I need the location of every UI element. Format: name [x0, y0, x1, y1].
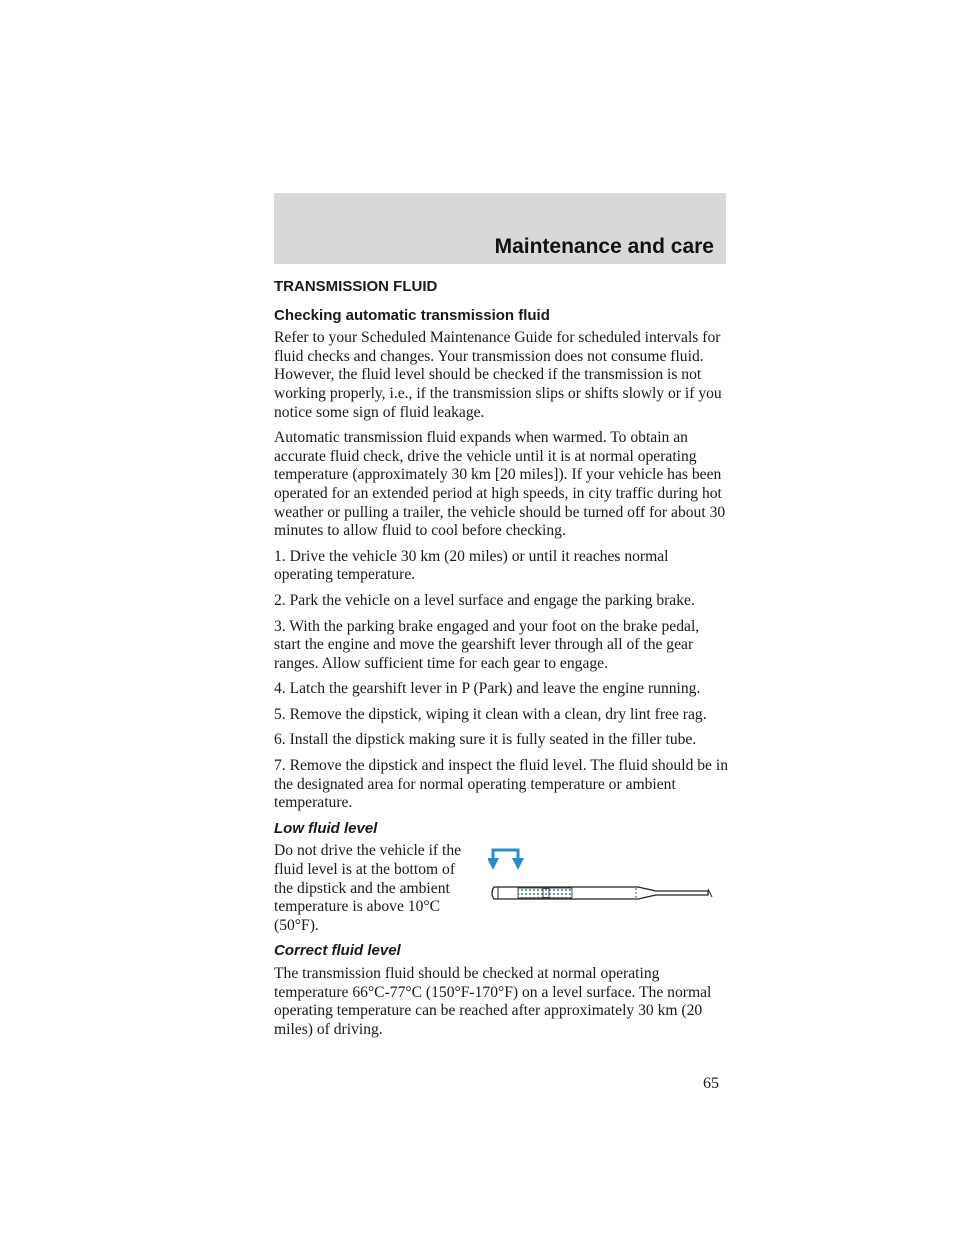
step-6: 6. Install the dipstick making sure it is fully seated in the filler tube.	[274, 731, 697, 749]
section-title: Maintenance and care	[494, 235, 714, 258]
low-level-text: Do not drive the vehicle if the fluid level is at the bottom of the dipstick and the ambient temperature is above 10°C (50°F).	[274, 842, 462, 934]
low-level-section	[274, 842, 728, 942]
dipstick-figure	[488, 844, 718, 916]
step-1: 1. Drive the vehicle 30 km (20 miles) or until it reaches normal operating temperature.	[274, 547, 669, 584]
section-header-band	[274, 193, 726, 264]
step-5: 5. Remove the dipstick, wiping it clean with a clean, dry lint free rag.	[274, 705, 707, 723]
intro-paragraph: Refer to your Scheduled Maintenance Guide for scheduled intervals for fluid checks and changes. Your transmission does not consume fluid. However, the fluid level should be checked if the transmission is not working properly, i.e., if the transmission slips or shifts slowly or if you notice some sign of fluid leakage.	[274, 329, 722, 421]
step-4: 4. Latch the gearshift lever in P (Park) and leave the engine running.	[274, 680, 701, 698]
step-2: 2. Park the vehicle on a level surface and engage the parking brake.	[274, 591, 695, 609]
step-3: 3. With the parking brake engaged and your foot on the brake pedal, start the engine and move the gearshift lever through all of the gear ranges. Allow sufficient time for each gear to engage.	[274, 617, 700, 672]
page-number: 65	[703, 1075, 719, 1092]
section-heading: TRANSMISSION FLUID	[274, 278, 438, 295]
step-7: 7. Remove the dipstick and inspect the fluid level. The fluid should be in the designated area for normal operating temperature or ambient temperature.	[274, 757, 729, 812]
page-content	[274, 278, 728, 1046]
low-level-heading: Low fluid level	[274, 819, 378, 837]
correct-level-heading: Correct fluid level	[274, 942, 401, 960]
expansion-paragraph: Automatic transmission fluid expands when warmed. To obtain an accurate fluid check, drive the vehicle until it is at normal operating temperature (approximately 30 km [20 miles]). If your vehicle has been operated for an extended period at high speeds, in city traffic during hot weather or pulling a trailer, the vehicle should be turned off for about 30 minutes to allow fluid to cool before checking.	[274, 429, 726, 540]
subsection-heading: Checking automatic transmission fluid	[274, 306, 550, 324]
dipstick-low-level-icon	[488, 844, 718, 910]
correct-level-text: The transmission fluid should be checked at normal operating temperature 66°C-77°C (150°F-170°F) on a level surface. The normal operating temperature can be reached after approximately 30 km (20 miles) of driving.	[274, 965, 712, 1038]
